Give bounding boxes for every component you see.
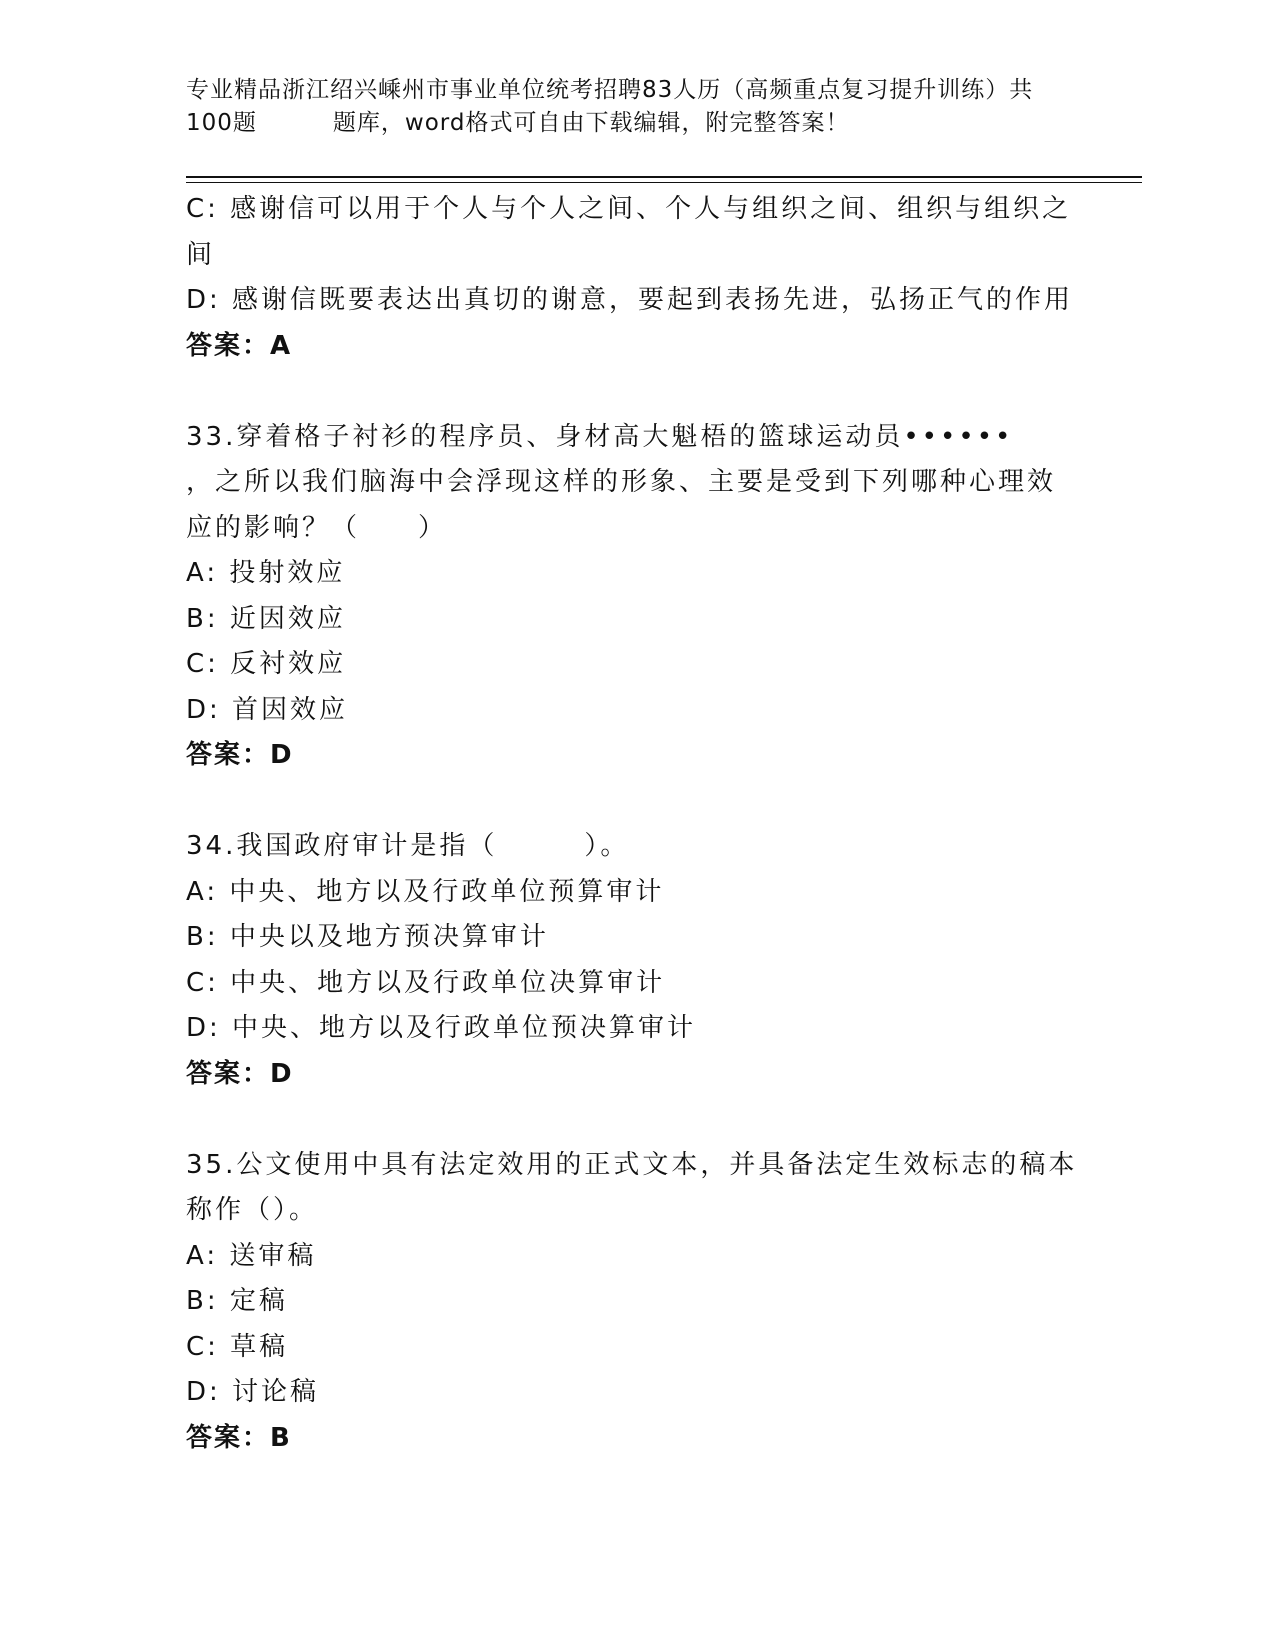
question-content xyxy=(186,187,1086,1461)
question-stem-line: 34.我国政府审计是指（ ）。 xyxy=(186,831,630,861)
option-c: C: 反衬效应 xyxy=(186,649,347,679)
option-c-line2: 间 xyxy=(186,239,216,270)
answer-label: 答案：B xyxy=(186,1422,292,1453)
option-c-line1: C: 感谢信可以用于个人与个人之间、个人与组织之间、组织与组织之 xyxy=(186,194,1072,224)
option-a: A: 送审稿 xyxy=(186,1240,317,1271)
option-b: B: 近因效应 xyxy=(186,603,346,634)
option-c: C: 草稿 xyxy=(186,1331,289,1362)
question-34 xyxy=(186,824,1086,1097)
option-a: A: 投射效应 xyxy=(186,558,346,588)
option-b: B: 定稿 xyxy=(186,1286,288,1316)
answer-label: 答案：D xyxy=(186,1058,294,1089)
header-question-count: 100题 xyxy=(186,110,257,136)
question-stem-line: 应的影响？（ ） xyxy=(186,512,448,543)
question-35 xyxy=(186,1143,1086,1462)
option-d: D: 讨论稿 xyxy=(186,1377,320,1407)
header-divider-thick xyxy=(186,176,1142,178)
question-33 xyxy=(186,415,1086,779)
question-stem-line: 35.公文使用中具有法定效用的正式文本，并具备法定生效标志的稿本 xyxy=(186,1149,1078,1180)
option-d: D: 中央、地方以及行政单位预决算审计 xyxy=(186,1013,697,1043)
question-stem-line: 33.穿着格子衬衫的程序员、身材高大魁梧的篮球运动员•••••• xyxy=(186,421,1014,452)
option-d: D: 首因效应 xyxy=(186,694,349,725)
question-stem-line: ，之所以我们脑海中会浮现这样的形象、主要是受到下列哪种心理效 xyxy=(186,467,1057,497)
answer-label: 答案：D xyxy=(186,740,294,770)
option-c: C: 中央、地方以及行政单位决算审计 xyxy=(186,967,666,998)
header-title-line1: 专业精品浙江绍兴嵊州市事业单位统考招聘83人历（高频重点复习提升训练）共 xyxy=(186,77,1034,103)
option-a: A: 中央、地方以及行政单位预算审计 xyxy=(186,876,665,907)
option-b: B: 中央以及地方预决算审计 xyxy=(186,922,549,952)
header-title-line2 xyxy=(186,107,1086,140)
option-d: D: 感谢信既要表达出真切的谢意，要起到表扬先进，弘扬正气的作用 xyxy=(186,285,1074,315)
header-divider-thin xyxy=(186,182,1142,183)
question-stem-line: 称作（）。 xyxy=(186,1195,319,1225)
prev-question-tail xyxy=(186,187,1086,369)
document-header xyxy=(186,74,1086,140)
header-subtitle: 题库，word格式可自由下载编辑，附完整答案！ xyxy=(332,110,850,136)
answer-label: 答案：A xyxy=(186,330,293,361)
